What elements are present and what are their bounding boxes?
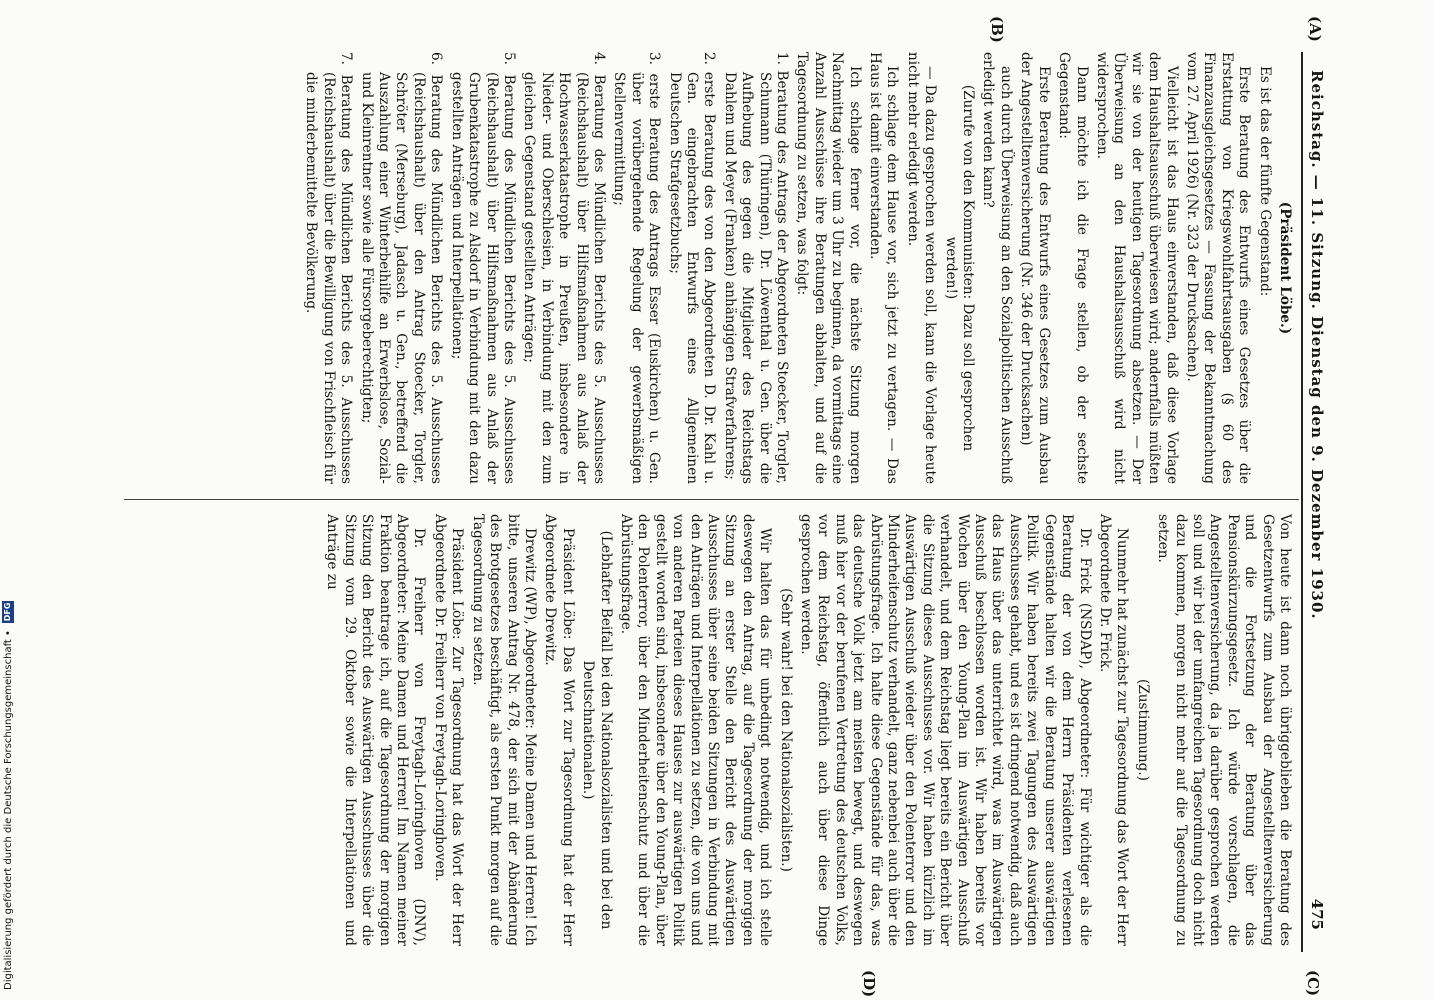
agenda-item: 6. Beratung des Mündlichen Berichts des 5. Ausschusses (Reichshaushalt) über den Antrag Stoecker, Torgler, Schröter (Merseburg), Jadasch u. Gen., betreffend die Auszahlung einer Winterbeihilfe an Erwerbslose, Sozial- und Kleinrentner sowie alle Fürsorgeberechtigten; xyxy=(358,52,445,484)
agenda-item: 5. Beratung des Mündlichen Berichts des 5. Ausschusses (Reichshaushalt) über Hilfsmaßnahmen aus Anlaß der Grubenkatastrophe zu Alsdorf in Verbindung mit den dazu gestellten Anträgen und Interpellationen; xyxy=(448,52,517,484)
digitization-footer xyxy=(2,0,18,1000)
paragraph: Es ist das der fünfte Gegenstand: xyxy=(1256,66,1273,297)
margin-marker-b: (B) xyxy=(988,16,1006,43)
paragraph: Ich schlage ferner vor, die nächste Sitzung morgen Nachmittag wieder um 3 Uhr zu beginnen, da vormittags eine Anzahl Ausschüsse ihre Beratungen abhalten, und auf die Tagesordnung zu setzen, was folgt: xyxy=(794,52,863,484)
interjection: (Sehr wahr! bei den Nationalsozialisten.) xyxy=(777,588,794,872)
speech-paragraph: Drewitz (WP), Abgeordneter: Meine Damen und Herren! Ich bitte, unseren Antrag Nr. 478, der sich mit der Abänderung des Brotgesetzes beschäftigt, als ersten Punkt morgen auf die Tagesordnung zu setzen. xyxy=(469,514,538,946)
column-divider xyxy=(124,499,1299,500)
margin-marker-c: (C) xyxy=(1304,970,1322,997)
paragraph: Vielleicht ist das Haus einverstanden, daß diese Vorlage dem Haushaltsausschuß überwiesen wird; andernfalls müßten wir sie von der heutigen Tagesordnung absetzen. — Der Überweisung an den Haushaltsausschuß wird nicht widersprochen. xyxy=(1093,52,1180,484)
agenda-item: 2. erste Beratung des von den Abgeordneten D. Dr. Kahl u. Gen. eingebrachten Entwurfs eines Allgemeinen Deutschen Strafgesetzbuchs; xyxy=(666,52,718,484)
speech-paragraph: Präsident Löbe: Das Wort zur Tagesordnung hat der Herr Abgeordnete Drewitz. xyxy=(542,514,576,946)
left-column xyxy=(299,52,1293,484)
rotated-document-page xyxy=(107,16,1327,998)
interjection: (Zurufe von den Kommunisten: Dazu soll gesprochen werden!) xyxy=(942,84,977,452)
header-title: Reichstag. — 11. Sitzung. Dienstag den 9. Dezember 1930. xyxy=(1308,70,1326,620)
speech-paragraph: Präsident Löbe: Zur Tagesordnung hat das Wort der Herr Abgeordnete Dr. Freiherr von Freytagh-Loringhoven. xyxy=(431,514,466,946)
margin-marker-d: (D) xyxy=(860,970,878,998)
footer-credit: Digitalisierung gefördert durch die Deutsche Forschungsgemeinschaft • xyxy=(3,630,14,990)
speech-paragraph: Dr. Freiherr von Freytagh-Loringhoven (DNV), Abgeordneter: Meine Damen und Herren! Im Namen meiner Fraktion beantrage ich, auf die Tagesordnung der morgigen Sitzung den Bericht des Auswärtigen Ausschusses über die Sitzung vom 29. Oktober sowie die Interpellationen und Anträge zu xyxy=(324,514,428,946)
speaker-label: (Präsident Löbe.) xyxy=(1277,201,1293,335)
paragraph: Erste Beratung des Entwurfs eines Gesetzes über die Erstattung von Kriegswohlfahrtsausgaben (§ 60 des Finanzausgleichsgesetzes — Fassung der Bekanntmachung vom 27. April 1926) (Nr. 323 der Drucksachen). xyxy=(1183,52,1253,484)
header-rule xyxy=(1301,52,1303,952)
agenda-item: 3. erste Beratung des Antrags Esser (Euskirchen) u. Gen. über vorübergehende Regelung der gewerbsmäßigen Stellenvermittlung; xyxy=(611,52,663,484)
paragraph: Erste Beratung des Entwurfs eines Gesetzes zum Ausbau der Angestelltenversicherung (Nr. 346 der Drucksachen) xyxy=(1018,52,1052,484)
paragraph: Dann möchte ich die Frage stellen, ob der sechste Gegenstand: xyxy=(1056,52,1090,484)
paragraph: Ich schlage dem Hause vor, sich jetzt zu vertagen. — Das Haus ist damit einverstanden. xyxy=(867,52,901,484)
dfg-logo-icon: DFG xyxy=(3,602,12,622)
paragraph: Von heute ist dann noch übriggeblieben die Beratung des Gesetzentwurfs zum Ausbau der Angestelltenversicherung und die Fortsetzung der Beratung über das Pensionskürzungsgesetz. Ich würde vorschlagen, die Angestelltenversicherung, da ja darüber gesprochen werden soll und wir bei der umfangreichen Tagesordnung doch nicht dazu kommen, morgen nicht mehr auf die Tagesordnung zu setzen. xyxy=(1155,514,1293,946)
paragraph: Wir halten das für unbedingt notwendig, und ich stelle deswegen den Antrag, auf die Tagesordnung der morgigen Sitzung an erster Stelle den Bericht des Auswärtigen Ausschusses über seine beiden Sitzungen in Verbindung mit den Anträgen und Interpellationen zu setzen, die von uns und von anderen Parteien dieses Hauses zur auswärtigen Politik gestellt worden sind, insbesondere über den Young-Plan, über den Polenterror, über den Minderheitenschutz und über die Abrüstungsfrage. xyxy=(617,514,774,946)
agenda-item: 1. Beratung des Antrags der Abgeordneten Stoecker, Torgler, Schumann (Thüringen), Dr. Löwenthal u. Gen. über die Aufhebung des gegen die Mitglieder des Reichstags Dahlem und Meyer (Franken) anhängigen Strafverfahrens; xyxy=(721,52,791,484)
page-header xyxy=(1305,52,1327,952)
agenda-item: 4. Beratung des Mündlichen Berichts des 5. Ausschusses (Reichshaushalt) über Hilfsmaßnahmen aus Anlaß der Hochwasserkatastrophe in Preußen, insbesondere in Nieder- und Oberschlesien, in Verbindung mit den zum gleichen Gegenstand gestellten Anträgen; xyxy=(521,52,607,484)
paragraph: auch durch Überweisung an den Sozialpolitischen Ausschuß erledigt werden kann? xyxy=(980,52,1014,484)
right-column xyxy=(320,514,1293,946)
interjection: (Lebhafter Beifall bei den Nationalsozialisten und bei den Deutschnationalen.) xyxy=(580,530,614,930)
agenda-item: 7. Beratung des Mündlichen Berichts des 5. Ausschusses (Reichshaushalt) über die Bewilligung von Frischfleisch für die minderbemittelte Bevölkerung. xyxy=(303,52,355,484)
margin-marker-a: (A) xyxy=(1306,16,1324,42)
interjection: (Zustimmung.) xyxy=(1134,679,1151,781)
paragraph: — Da dazu gesprochen werden soll, kann die Vorlage heute nicht mehr erledigt werden. xyxy=(904,52,939,484)
speech-paragraph: Dr. Frick (NSDAP), Abgeordneter: Für wichtiger als die Beratung der von dem Herrn Präsidenten verlesenen Gegenstände halten wir die Beratung unserer auswärtigen Politik. Wir haben bereits zwei Tagungen des Auswärtigen Ausschusses gehabt, und es ist dringend notwendig, daß auch das Haus über das unterrichtet wird, was im Auswärtigen Ausschuß beschlossen worden ist. Wir haben bereits vor Wochen über den Young-Plan im Auswärtigen Ausschuß verhandelt, und dem Reichstag liegt bereits ein Bericht über die Sitzung dieses Ausschusses vor. Wir haben kürzlich im Auswärtigen Ausschuß wieder über den Polenterror und den Minderheitenschutz verhandelt, ganz nebenbei auch über die Abrüstungsfrage. Ich halte diese Gegenstände für das, was das deutsche Volk jetzt am meisten bewegt, und deswegen muß hier vor der berufenen Vertretung des deutschen Volks, vor dem Reichstag, öffentlich auch über diese Dinge gesprochen werden. xyxy=(798,514,1093,946)
paragraph: Nunmehr hat zunächst zur Tagesordnung das Wort der Herr Abgeordnete Dr. Frick. xyxy=(1096,514,1131,946)
page-number: 475 xyxy=(1308,898,1326,930)
footer-text-line xyxy=(2,0,18,990)
